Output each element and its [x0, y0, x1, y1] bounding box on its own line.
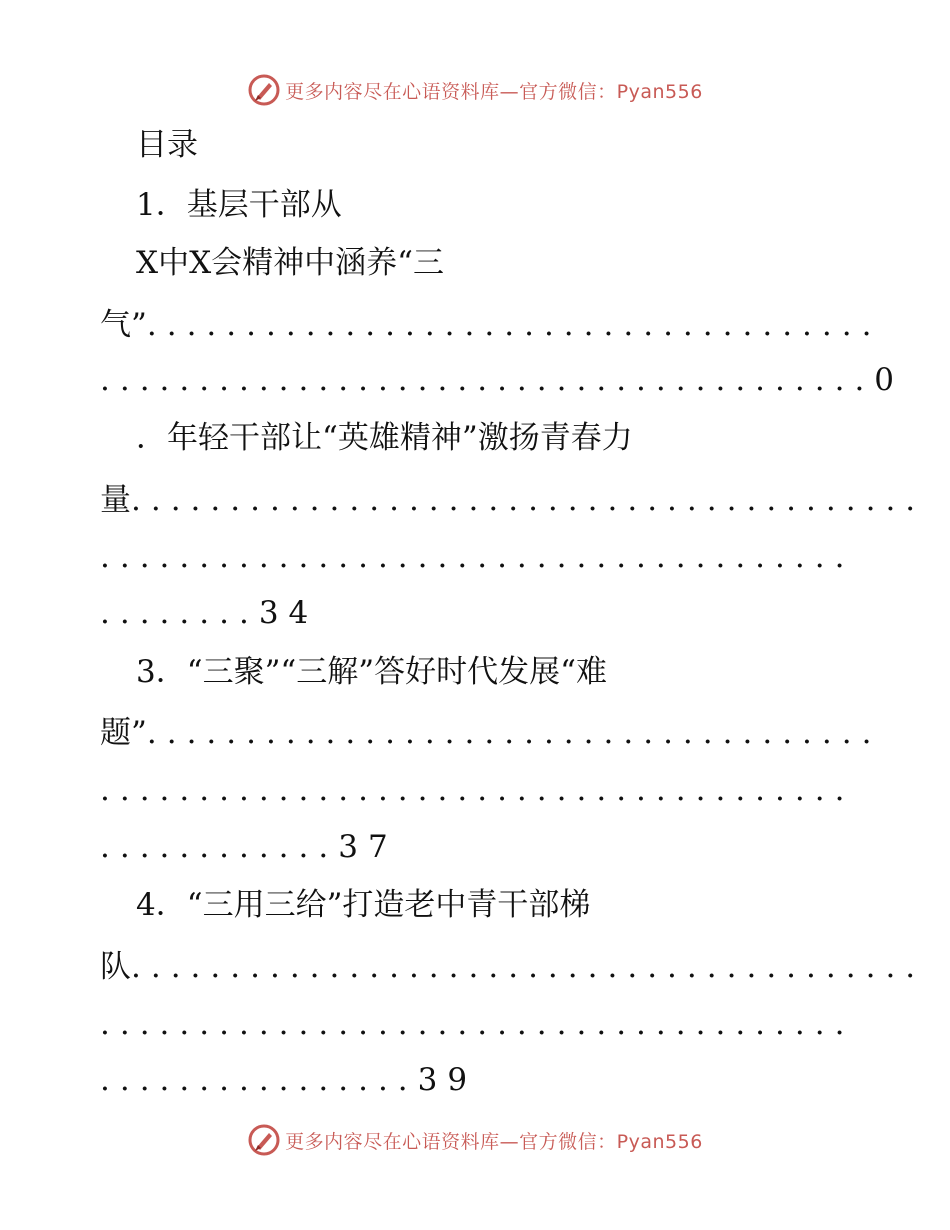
toc-leader-dots: ........................................: [131, 949, 926, 985]
toc-entry-2-tail: 量: [100, 482, 131, 518]
watermark-text: 更多内容尽在心语资料库—官方微信：Pyan556: [285, 1130, 703, 1153]
watermark-banner-top: [0, 70, 950, 110]
toc-leader-dots: ........................................: [131, 482, 926, 518]
toc-entry-2-leader: [100, 533, 855, 581]
toc-title: 目录: [136, 127, 198, 163]
toc-entry-2-leader: [100, 476, 926, 524]
toc-entry-1-leader: [100, 301, 882, 349]
toc-leader-dots-page: ........34: [100, 595, 319, 631]
toc-leader-dots: ......................................: [100, 539, 855, 575]
toc-entry-1-tail: 气”: [100, 307, 147, 343]
watermark-banner-bottom: [0, 1120, 950, 1160]
toc-leader-dots: ......................................: [100, 772, 855, 808]
toc-entry-4-leader: [100, 1000, 855, 1048]
toc-entry-1-leader: [100, 356, 905, 404]
watermark-text: 更多内容尽在心语资料库—官方微信：Pyan556: [285, 80, 703, 103]
toc-leader-dots-page: ............37: [100, 829, 398, 865]
toc-leader-dots-page: ................39: [100, 1062, 478, 1098]
toc-entry-4-leader: [100, 1056, 840, 1104]
toc-entry-1-heading: 1．基层干部从: [136, 187, 342, 223]
toc-entry-4-leader: [100, 943, 926, 991]
toc-entry-3-leader: [100, 823, 840, 871]
toc-leader-dots: ......................................: [100, 1006, 855, 1042]
toc-entry-4-heading: 4．“三用三给”打造老中青干部梯: [136, 887, 591, 923]
toc-entry-4-tail: 队: [100, 949, 131, 985]
fountain-pen-logo-icon: [247, 73, 281, 107]
fountain-pen-logo-icon: [247, 1123, 281, 1157]
toc-entry-3-tail: 题”: [100, 715, 147, 751]
toc-entry-3-leader: [100, 766, 855, 814]
toc-entry-3-leader: [100, 709, 882, 757]
toc-entry-1-heading: X中X会精神中涵养“三: [136, 245, 444, 281]
toc-entry-2-heading: ．年轻干部让“英雄精神”激扬青春力: [136, 420, 633, 456]
toc-leader-dots: .......................................0: [100, 362, 905, 398]
toc-leader-dots: .....................................: [146, 307, 882, 343]
toc-entry-3-heading: 3．“三聚”“三解”答好时代发展“难: [136, 654, 607, 690]
toc-leader-dots: .....................................: [146, 715, 882, 751]
toc-entry-2-leader: [100, 589, 840, 637]
